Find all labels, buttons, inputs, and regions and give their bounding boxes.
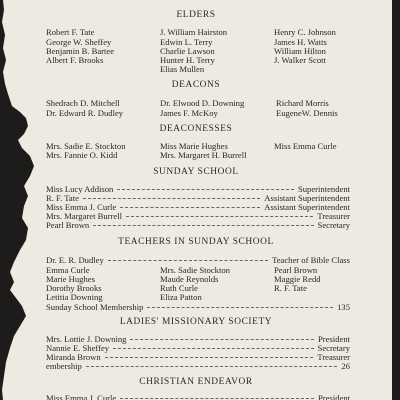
teachers-heading: TEACHERS IN SUNDAY SCHOOL bbox=[118, 237, 274, 247]
leader-dots bbox=[126, 216, 313, 217]
elder-name: James H. Watts bbox=[274, 37, 327, 47]
leader-dots bbox=[130, 339, 314, 340]
teacher-role: Teacher of Bible Class bbox=[272, 255, 350, 265]
deaconess-name: Mrs. Margaret H. Burrell bbox=[160, 150, 247, 160]
list-item bbox=[46, 361, 350, 371]
endeavor-heading: CHRISTIAN ENDEAVOR bbox=[139, 377, 253, 387]
membership-count: 135 bbox=[337, 302, 350, 312]
deaconess-name: Miss Marie Hughes bbox=[160, 141, 228, 151]
officer-name: Nannie E. Sheffey bbox=[46, 343, 110, 353]
elder-name: Henry C. Johnson bbox=[274, 27, 336, 37]
officer-role: Treasurer bbox=[317, 211, 350, 221]
elder-name: Robert F. Tate bbox=[46, 27, 95, 37]
teacher-name: Dr. E. R. Dudley bbox=[46, 255, 104, 265]
teacher-name: Marie Hughes bbox=[46, 274, 95, 284]
elder-name: Charlie Lawson bbox=[160, 46, 215, 56]
deacon-name: James F. McKoy bbox=[160, 108, 218, 118]
leader-dots bbox=[93, 225, 313, 226]
elder-name: Benjamin B. Bartee bbox=[46, 46, 115, 56]
deacon-name: Richard Morris bbox=[276, 98, 329, 108]
deacons-heading: DEACONS bbox=[171, 80, 221, 90]
elders-heading: ELDERS bbox=[176, 10, 216, 20]
teacher-name: Maude Reynolds bbox=[160, 274, 219, 284]
teacher-name: Mrs. Sadie Stockton bbox=[160, 265, 230, 275]
deacon-name: Dr. Edward R. Dudley bbox=[46, 108, 124, 118]
elder-name: Elias Mullen bbox=[160, 64, 205, 74]
leader-dots bbox=[83, 198, 260, 199]
leader-dots bbox=[113, 348, 313, 349]
deaconesses-heading: DEACONESSES bbox=[159, 124, 233, 134]
officer-role: President bbox=[318, 393, 350, 400]
deaconess-name: Mrs. Fannie O. Kidd bbox=[46, 150, 118, 160]
leader-dots bbox=[105, 357, 314, 358]
teacher-name: Emma Curle bbox=[46, 265, 90, 275]
deacon-name: Shedrach D. Mitchell bbox=[46, 98, 120, 108]
officer-role: Secretary bbox=[317, 220, 350, 230]
list-item bbox=[46, 255, 350, 265]
elder-name: William Hilton bbox=[274, 46, 326, 56]
elder-name: Albert F. Brooks bbox=[46, 55, 104, 65]
officer-role: Assistant Superintendent bbox=[264, 193, 350, 203]
teacher-name: Eliza Patton bbox=[160, 292, 202, 302]
teacher-name: Letitia Downing bbox=[46, 292, 103, 302]
deaconess-name: Mrs. Sadie E. Stockton bbox=[46, 141, 126, 151]
officer-name: R. F. Tate bbox=[46, 193, 79, 203]
teacher-name: Dorothy Brooks bbox=[46, 283, 102, 293]
leader-dots bbox=[120, 398, 314, 399]
elder-name: J. William Hairston bbox=[160, 27, 228, 37]
sunday-school-heading: SUNDAY SCHOOL bbox=[153, 167, 239, 177]
membership-count: 26 bbox=[341, 361, 350, 371]
officer-name: Miss Lucy Addison bbox=[46, 184, 114, 194]
officer-name: Miss Emma J. Curle bbox=[46, 393, 117, 400]
deacon-name: Dr. Elwood D. Downing bbox=[160, 98, 245, 108]
page-edge-shadow bbox=[392, 0, 400, 400]
teacher-name: Pearl Brown bbox=[274, 265, 318, 275]
officer-name: Miss Emma J. Curle bbox=[46, 202, 117, 212]
officer-role: President bbox=[318, 334, 350, 344]
deacon-name: EugeneW. Dennis bbox=[276, 108, 338, 118]
officer-name: Miranda Brown bbox=[46, 352, 101, 362]
elder-name: Edwin L. Terry bbox=[160, 37, 213, 47]
officer-role: Treasurer bbox=[317, 352, 350, 362]
deaconess-name: Miss Emma Curle bbox=[274, 141, 337, 151]
list-item bbox=[46, 220, 350, 230]
leader-dots bbox=[120, 207, 260, 208]
elder-name: George W. Sheffey bbox=[46, 37, 112, 47]
teacher-name: Maggie Redd bbox=[274, 274, 321, 284]
officer-role: Secretary bbox=[317, 343, 350, 353]
officer-role: Assistant Superintendent bbox=[264, 202, 350, 212]
list-item bbox=[46, 302, 350, 312]
leader-dots bbox=[147, 307, 333, 308]
leader-dots bbox=[86, 366, 338, 367]
leader-dots bbox=[117, 189, 294, 190]
officer-role: Superintendent bbox=[297, 184, 350, 194]
teacher-name: Ruth Curle bbox=[160, 283, 198, 293]
elder-name: Hunter H. Terry bbox=[160, 55, 215, 65]
teacher-name: R. F. Tate bbox=[274, 283, 307, 293]
leader-dots bbox=[108, 260, 268, 261]
officer-name: Mrs. Margaret Burrell bbox=[46, 211, 122, 221]
officer-name: Mrs. Lottie J. Downing bbox=[46, 334, 127, 344]
missionary-heading: LADIES' MISSIONARY SOCIETY bbox=[119, 317, 273, 327]
list-item bbox=[46, 393, 350, 400]
membership-label: embership bbox=[46, 361, 82, 371]
elder-name: J. Walker Scott bbox=[274, 55, 326, 65]
officer-name: Pearl Brown bbox=[46, 220, 90, 230]
membership-label: Sunday School Membership bbox=[46, 302, 144, 312]
